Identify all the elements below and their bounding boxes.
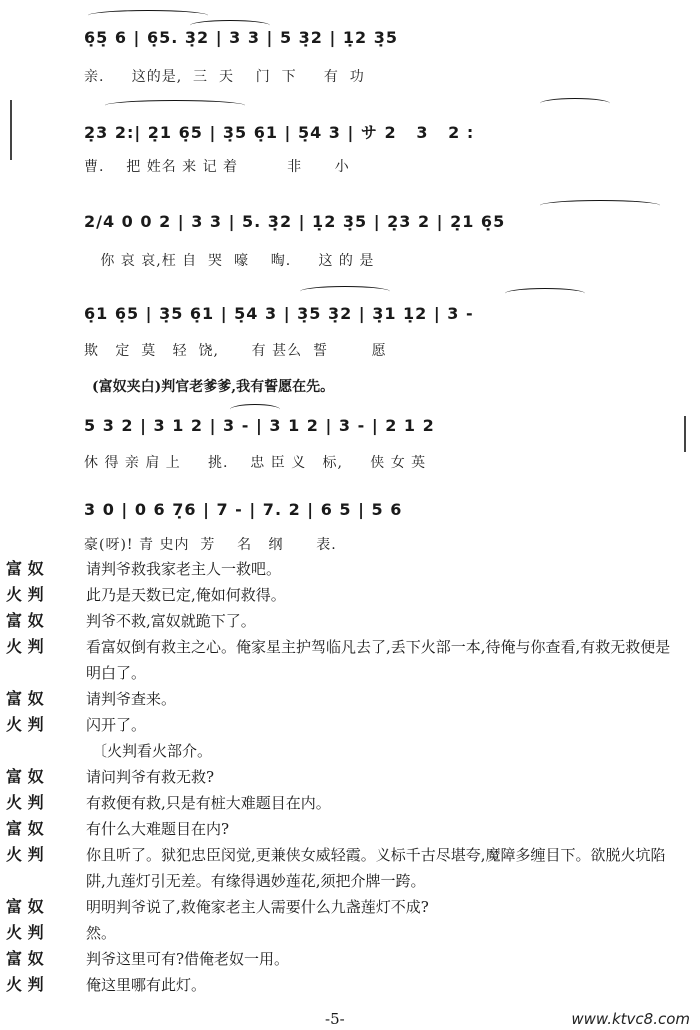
dialogue-text: 判爷这里可有?借俺老奴一用。: [86, 950, 290, 968]
dialogue-text: 明明判爷说了,救俺家老主人需要什么九盏莲灯不成?: [86, 898, 429, 916]
speaker-name: 火 判: [6, 585, 44, 604]
dialogue-line: [0, 608, 700, 634]
speaker-name: 火 判: [6, 715, 44, 734]
lyric-row-6: 豪(呀)! 青 史内 芳 名 纲 表.: [84, 537, 337, 553]
dialogue-text: 请判爷查来。: [86, 690, 177, 708]
slur: [88, 10, 208, 21]
dialogue-text: 闪开了。: [86, 716, 147, 734]
dialogue-text: 你且听了。狱犯忠臣闵觉,更兼侠女威轻霞。义标千古尽堪夸,魔障多缠目下。欲脱火坑陷阱,九莲灯引无差。有缘得遇妙莲花,须把介牌一跨。: [86, 846, 666, 890]
site-watermark: www.ktvc8.com: [571, 1010, 690, 1028]
speaker-name: 火 判: [6, 793, 44, 812]
dialogue-text: 然。: [86, 924, 117, 942]
dialogue-line: [0, 686, 700, 712]
dialogue-text: 判爷不救,富奴就跪下了。: [86, 612, 256, 630]
dialogue-line: [0, 816, 700, 842]
dialogue-text: 看富奴倒有救主之心。俺家星主护驾临凡去了,丢下火部一本,待俺与你查看,有救无救便是明白了。: [86, 638, 671, 682]
page-number: -5-: [325, 1010, 345, 1028]
notation-row-5: 5 3 2 | 3 1 2 | 3 - | 3 1 2 | 3 - | 2 1 2: [84, 416, 435, 435]
speaker-name: 富 奴: [6, 819, 44, 838]
dialogue-text: 俺这里哪有此灯。: [86, 976, 207, 994]
dialogue-line: [0, 634, 700, 686]
dialogue-line: [0, 894, 700, 920]
dialogue-line: [0, 972, 700, 998]
speaker-name: 火 判: [6, 923, 44, 942]
dialogue-text: 请判爷救我家老主人一救吧。: [86, 560, 282, 578]
speaker-name: 富 奴: [6, 897, 44, 916]
dialogue-text: 有什么大难题目在内?: [86, 820, 230, 838]
slur: [230, 404, 280, 415]
dialogue-line: [0, 556, 700, 582]
slur: [540, 98, 610, 109]
dialogue-line: [0, 790, 700, 816]
dialogue-line: [0, 920, 700, 946]
notation-row-2: 2̣3 2:| 2̣1 6̣5 | 3̣5 6̣1 | 5̣4 3 | サ 2 3 2 :: [84, 123, 475, 142]
notation-row-3: 2/4 0 0 2 | 3 3 | 5. 3̣2 | 1̣2 3̣5 | 2̣3 2 | 2̣1 6̣5: [84, 212, 506, 231]
dialogue-text: 此乃是天数已定,俺如何救得。: [86, 586, 286, 604]
stage-direction: 〔火判看火部介。: [92, 742, 213, 760]
speaker-name: 富 奴: [6, 611, 44, 630]
notation-row-4: 6̣1 6̣5 | 3̣5 6̣1 | 5̣4 3 | 3̣5 3̣2 | 3̣1 1̣2 | 3 -: [84, 304, 474, 323]
dialogue-block: [0, 556, 700, 998]
slur: [300, 286, 390, 297]
dialogue-line: [0, 842, 700, 894]
dialogue-line: [0, 582, 700, 608]
speaker-name: 火 判: [6, 975, 44, 994]
speaker-name: 富 奴: [6, 767, 44, 786]
dialogue-line: [0, 764, 700, 790]
dialogue-text: 有救便有救,只是有桩大难题目在内。: [86, 794, 331, 812]
notation-row-6: 3 0 | 0 6 7̣6 | 7 - | 7. 2 | 6 5 | 5 6: [84, 500, 403, 519]
slur: [105, 100, 245, 111]
speaker-name: 富 奴: [6, 949, 44, 968]
margin-mark: [684, 416, 686, 452]
speaker-name: 富 奴: [6, 689, 44, 708]
slur: [540, 200, 660, 211]
lyric-row-5: 休 得 亲 肩 上 挑. 忠 臣 义 标, 侠 女 英: [84, 455, 427, 471]
notation-row-1: 6̣5̣ 6 | 6̣5. 3̣2 | 3 3 | 5 3̣2 | 1̣2 3̣5: [84, 28, 398, 47]
margin-mark: [10, 100, 12, 160]
dialogue-text: 请问判爷有救无救?: [86, 768, 215, 786]
slur: [505, 288, 585, 299]
speaker-name: 富 奴: [6, 559, 44, 578]
spoken-aside: (富奴夹白)判官老爹爹,我有誓愿在先。: [92, 379, 335, 395]
dialogue-line: [0, 712, 700, 738]
lyric-row-4: 欺 定 莫 轻 饶, 有 甚么 誓 愿: [84, 343, 387, 359]
dialogue-line: [0, 946, 700, 972]
lyric-row-3: 你 哀 哀,枉 自 哭 嚎 啕. 这 的 是: [84, 253, 375, 269]
lyric-row-2: 曹. 把 姓名 来 记 着 非 小: [84, 159, 350, 175]
speaker-name: 火 判: [6, 845, 44, 864]
lyric-row-1: 亲. 这的是, 三 天 门 下 有 功: [84, 69, 365, 85]
speaker-name: 火 判: [6, 637, 44, 656]
page-footer: [0, 1010, 700, 1030]
